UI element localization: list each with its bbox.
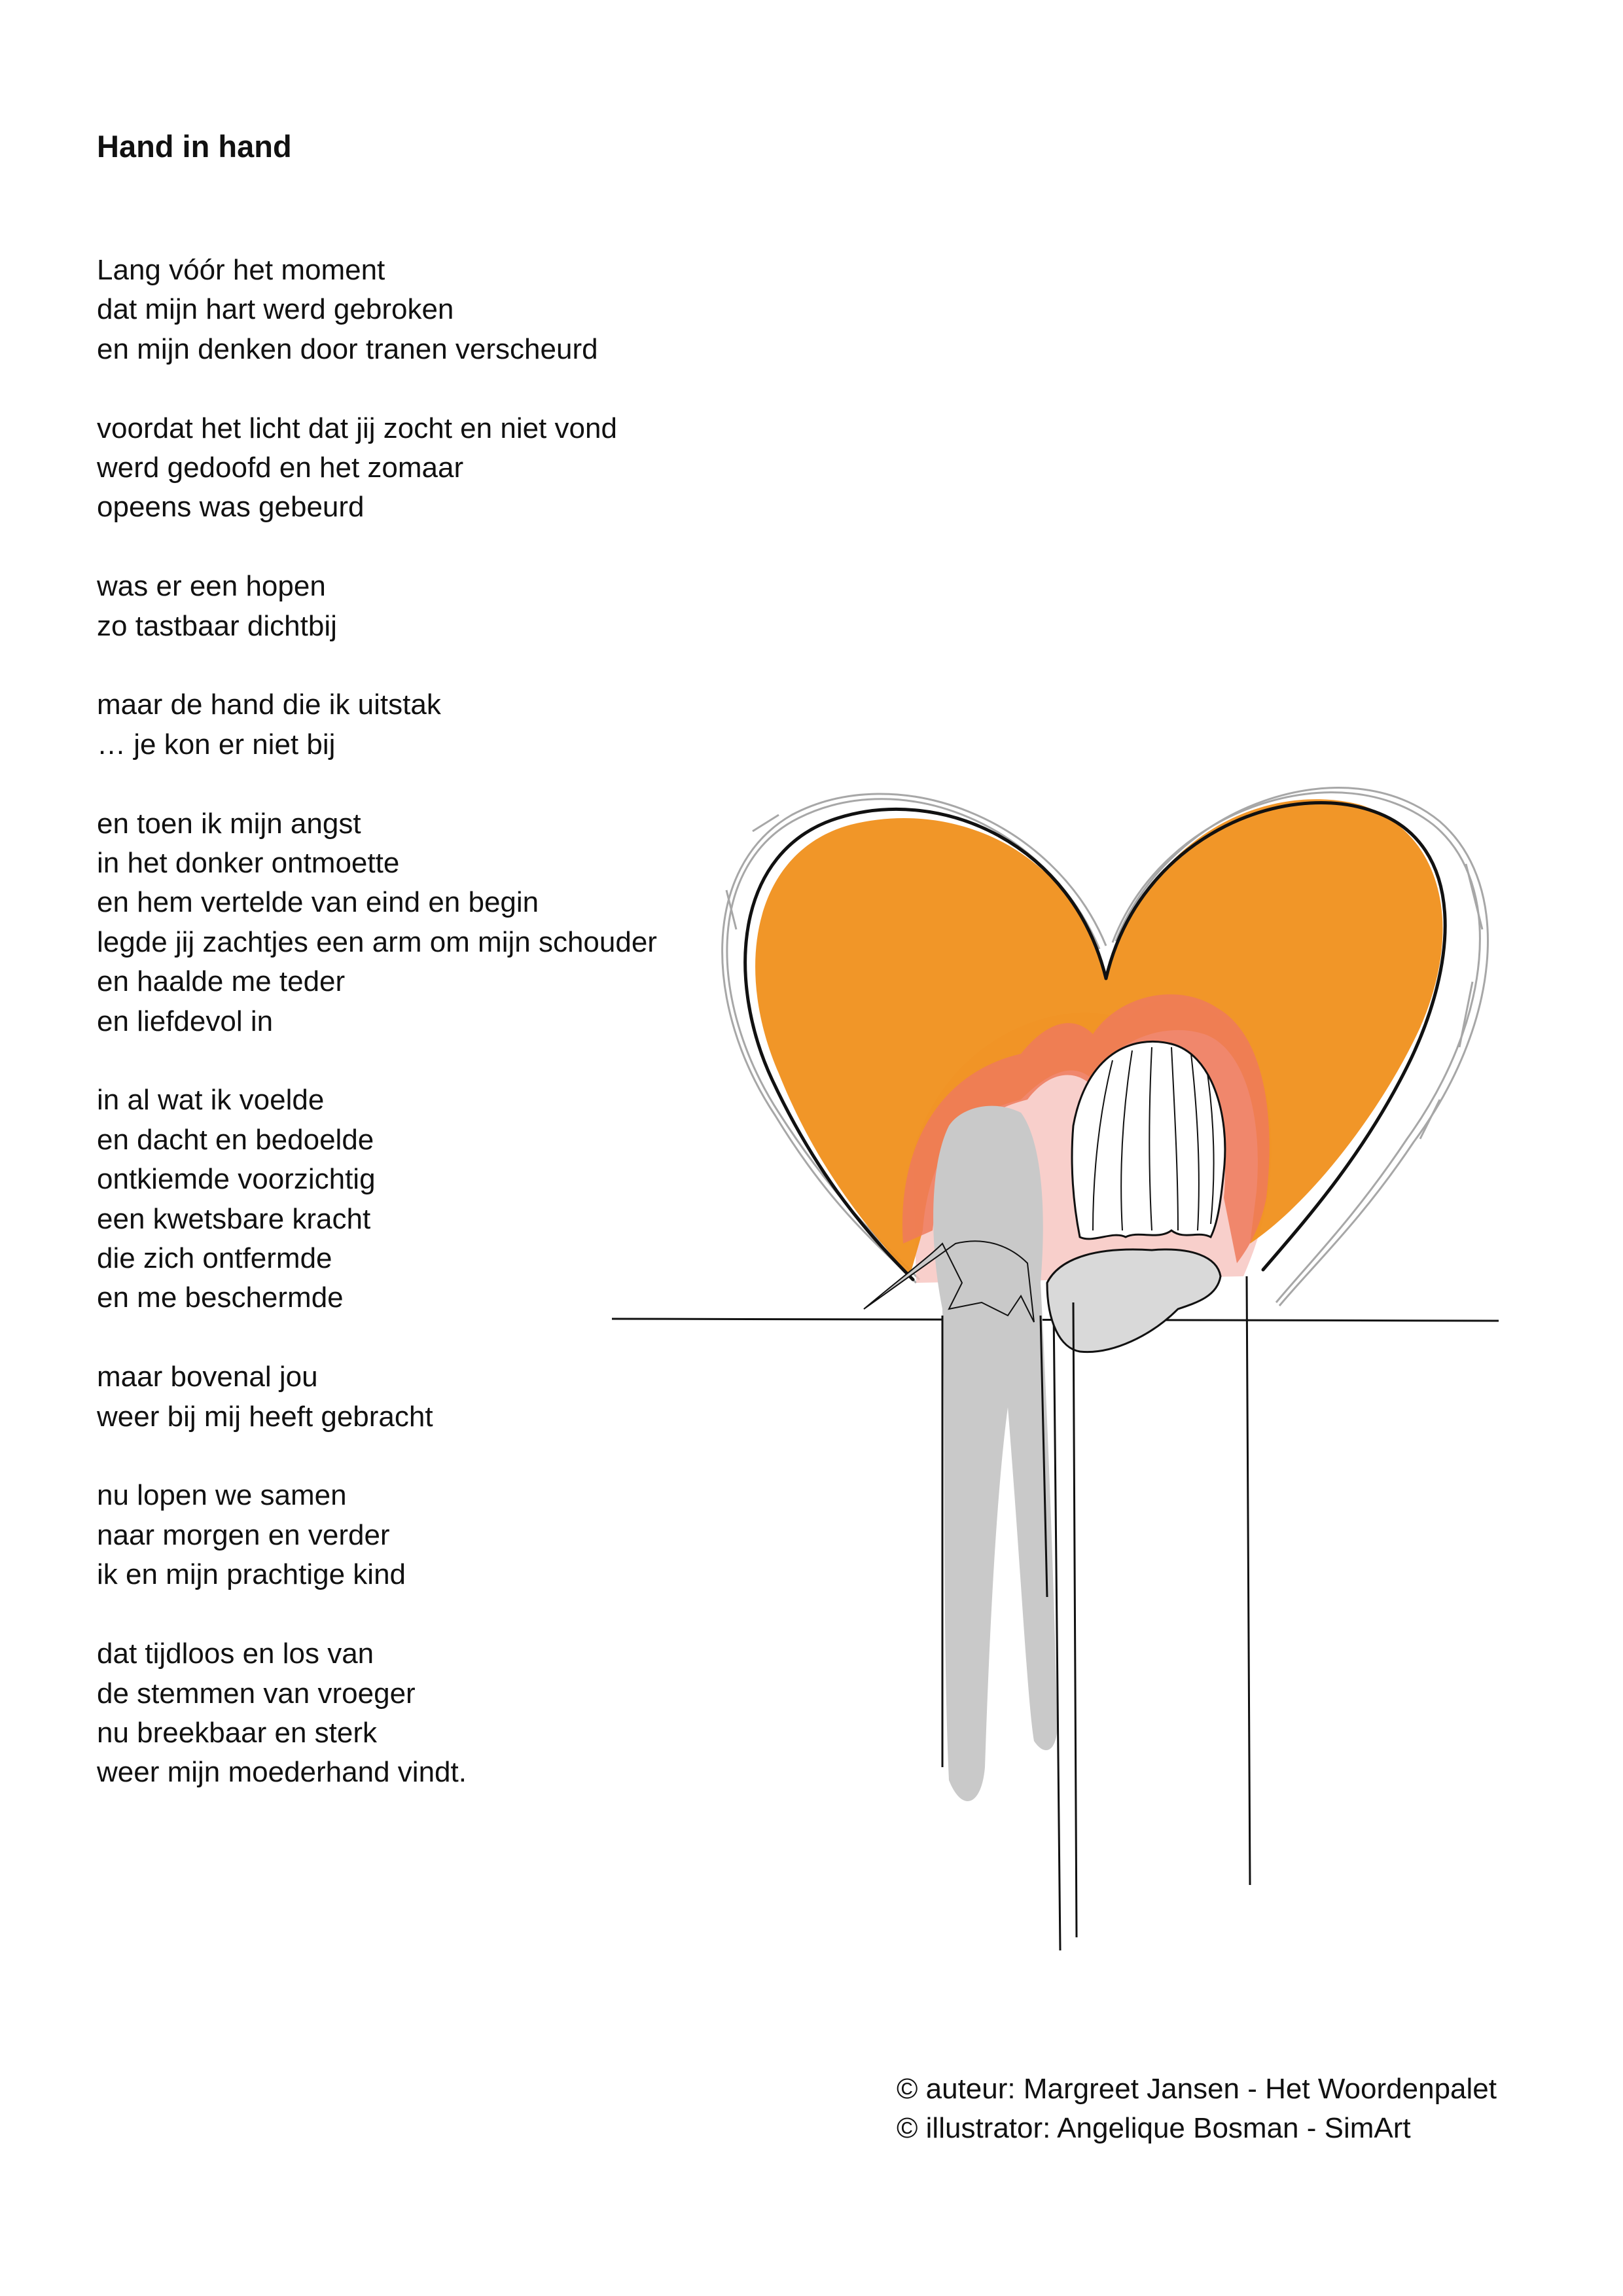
author-credit: © auteur: Margreet Jansen - Het Woordenpalet <box>897 2073 1497 2105</box>
mother-hair <box>933 1106 1058 1801</box>
poem-line: was er een hopen <box>97 570 326 603</box>
poem-line: en dacht en bedoelde <box>97 1123 374 1156</box>
poem-line: maar de hand die ik uitstak <box>97 689 441 721</box>
poem-line: ik en mijn prachtige kind <box>97 1558 406 1591</box>
poem-line: dat tijdloos en los van <box>97 1638 374 1670</box>
poem-line: legde jij zachtjes een arm om mijn schouder <box>97 925 657 958</box>
poem-line: die zich ontfermde <box>97 1242 332 1275</box>
poem-line: weer bij mij heeft gebracht <box>97 1400 433 1433</box>
poem-line: opeens was gebeurd <box>97 491 365 524</box>
poem-line: een kwetsbare kracht <box>97 1202 371 1235</box>
poem-line: maar bovenal jou <box>97 1361 318 1393</box>
poem-line: zo tastbaar dichtbij <box>97 609 337 642</box>
poem-line: nu breekbaar en sterk <box>97 1716 378 1749</box>
heart-illustration <box>589 746 1538 1970</box>
poem-line: en liefdevol in <box>97 1005 274 1037</box>
poem-line: voordat het licht dat jij zocht en niet vond <box>97 412 617 444</box>
poem-line: Lang vóór het moment <box>97 254 385 286</box>
child-body-outline <box>1073 1276 1250 1937</box>
illustrator-credit: © illustrator: Angelique Bosman - SimArt <box>897 2112 1411 2144</box>
poem-line: en mijn denken door tranen verscheurd <box>97 332 598 365</box>
poem-line: en hem vertelde van eind en begin <box>97 886 539 919</box>
poem-line: in al wat ik voelde <box>97 1084 325 1117</box>
poem-line: dat mijn hart werd gebroken <box>97 293 454 326</box>
poem-line: ontkiemde voorzichtig <box>97 1163 376 1196</box>
poem-line: en haalde me teder <box>97 965 346 998</box>
poem-line: nu lopen we samen <box>97 1479 347 1512</box>
poem-stanza <box>97 251 751 369</box>
poem-line: weer mijn moederhand vindt. <box>97 1756 467 1789</box>
credits <box>897 2070 1497 2148</box>
poem-title: Hand in hand <box>97 129 292 164</box>
poem-line: … je kon er niet bij <box>97 728 336 761</box>
poem-stanza <box>97 409 751 528</box>
poem-line: de stemmen van vroeger <box>97 1677 416 1710</box>
poem-line: naar morgen en verder <box>97 1518 390 1551</box>
poem-line: en me beschermde <box>97 1282 344 1314</box>
poem-stanza <box>97 567 751 646</box>
child-hair <box>1072 1041 1225 1238</box>
poem-line: in het donker ontmoette <box>97 847 400 880</box>
poem-line: en toen ik mijn angst <box>97 807 361 840</box>
poem-line: werd gedoofd en het zomaar <box>97 452 464 484</box>
